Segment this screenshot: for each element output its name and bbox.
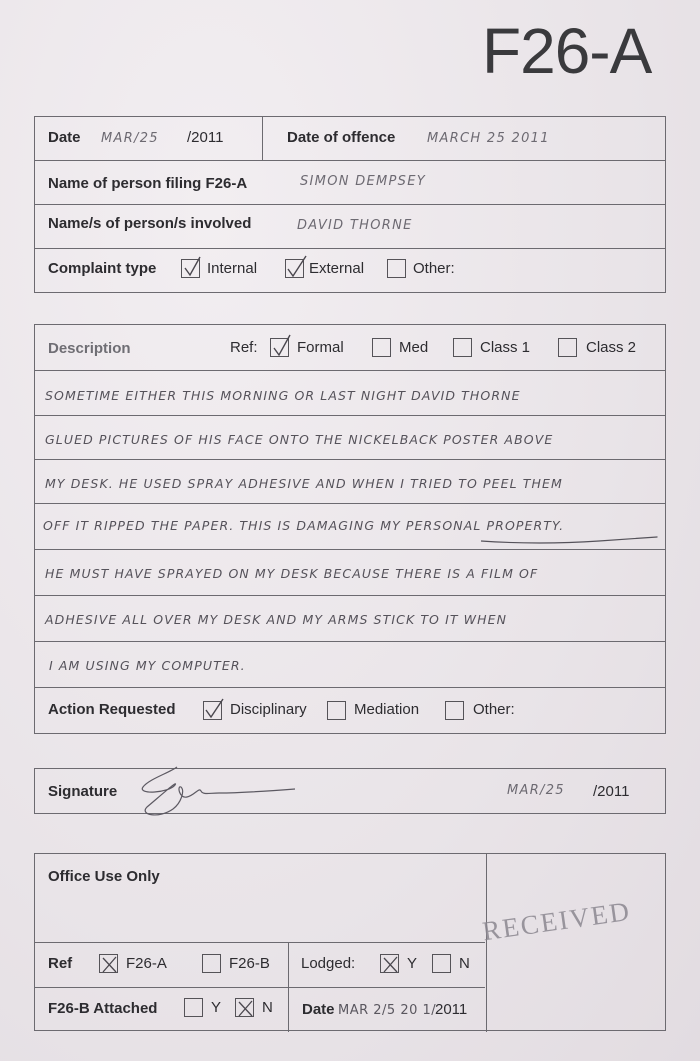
involved-label: Name/s of person/s involved xyxy=(48,215,252,232)
line-divider xyxy=(35,459,665,460)
description-section xyxy=(34,324,666,734)
complaint-external-label: External xyxy=(309,260,365,277)
description-line-6: ADHESIVE ALL OVER MY DESK AND MY ARMS STICK TO IT WHEN xyxy=(45,612,508,627)
lodged-label: Lodged: xyxy=(301,955,356,972)
complaint-other-checkbox[interactable] xyxy=(387,259,406,278)
description-line-5: HE MUST HAVE SPRAYED ON MY DESK BECAUSE THERE IS A FILM OF xyxy=(45,566,539,581)
header-divider xyxy=(262,117,263,160)
underline-mark xyxy=(479,531,659,551)
office-use-section xyxy=(34,853,666,1031)
complaint-type-label: Complaint type xyxy=(48,260,157,277)
lodged-n-label: N xyxy=(459,955,470,972)
check-icon xyxy=(284,254,308,280)
description-line-2: GLUED PICTURES OF HIS FACE ONTO THE NICKELBACK POSTER ABOVE xyxy=(45,432,554,447)
line-divider xyxy=(35,595,665,596)
attached-n-label: N xyxy=(262,999,273,1016)
offence-value: MARCH 25 2011 xyxy=(427,131,550,146)
lodged-y-checkbox[interactable] xyxy=(380,954,399,973)
description-line-4: OFF IT RIPPED THE PAPER. THIS IS DAMAGING MY PERSONAL PROPERTY. xyxy=(43,518,565,533)
action-disciplinary-checkbox[interactable] xyxy=(203,701,222,720)
description-line-3: MY DESK. HE USED SPRAY ADHESIVE AND WHEN I TRIED TO PEEL THEM xyxy=(45,476,563,491)
office-date-value: MAR 2/5 20 1/ xyxy=(338,1003,437,1018)
signature-year: /2011 xyxy=(593,783,630,800)
description-label: Description xyxy=(48,340,131,357)
office-ref-f26a-label: F26-A xyxy=(126,955,167,972)
action-mediation-label: Mediation xyxy=(354,701,420,718)
line-divider xyxy=(35,641,665,642)
cross-icon xyxy=(379,949,403,975)
office-cell-divider xyxy=(288,987,289,1032)
check-icon xyxy=(269,333,293,359)
office-cell-divider xyxy=(288,942,289,987)
line-divider xyxy=(35,415,665,416)
check-icon xyxy=(180,254,204,280)
cross-icon xyxy=(98,949,122,975)
signature-date: MAR/25 xyxy=(507,783,565,798)
ref-class1-checkbox[interactable] xyxy=(453,338,472,357)
date-value: MAR/25 xyxy=(101,131,159,146)
complaint-internal-label: Internal xyxy=(207,260,258,277)
involved-value: DAVID THORNE xyxy=(297,218,413,233)
lodged-y-label: Y xyxy=(407,955,418,972)
date-year: /2011 xyxy=(187,129,224,146)
offence-label: Date of offence xyxy=(287,129,396,146)
attached-y-label: Y xyxy=(211,999,222,1016)
office-ref-f26b-checkbox[interactable] xyxy=(202,954,221,973)
signature-section xyxy=(34,768,666,814)
row-divider xyxy=(35,248,665,249)
received-stamp: RECEIVED xyxy=(480,895,633,947)
attached-y-checkbox[interactable] xyxy=(184,998,203,1017)
attached-n-checkbox[interactable] xyxy=(235,998,254,1017)
office-date-year: 2011 xyxy=(435,1001,468,1018)
action-other-label: Other: xyxy=(473,701,515,718)
ref-label: Ref: xyxy=(230,339,258,356)
action-other-checkbox[interactable] xyxy=(445,701,464,720)
line-divider xyxy=(35,370,665,371)
office-use-title: Office Use Only xyxy=(48,868,160,885)
date-label: Date xyxy=(48,129,81,146)
ref-med-checkbox[interactable] xyxy=(372,338,391,357)
row-divider xyxy=(35,204,665,205)
action-mediation-checkbox[interactable] xyxy=(327,701,346,720)
lodged-n-checkbox[interactable] xyxy=(432,954,451,973)
row-divider xyxy=(35,160,665,161)
ref-class2-label: Class 2 xyxy=(586,339,637,356)
complaint-external-checkbox[interactable] xyxy=(285,259,304,278)
action-disciplinary-label: Disciplinary xyxy=(230,701,307,718)
signature-label: Signature xyxy=(48,783,118,800)
action-requested-label: Action Requested xyxy=(48,701,176,718)
check-icon xyxy=(202,696,226,722)
office-row-divider xyxy=(35,942,485,943)
line-divider xyxy=(35,503,665,504)
office-row-divider xyxy=(35,987,485,988)
ref-formal-checkbox[interactable] xyxy=(270,338,289,357)
ref-med-label: Med xyxy=(399,339,429,356)
form-code-title: F26-A xyxy=(482,15,652,87)
office-ref-f26b-label: F26-B xyxy=(229,955,270,972)
filer-value: SIMON DEMPSEY xyxy=(300,174,426,189)
signature-scribble xyxy=(129,763,299,823)
complaint-other-label: Other: xyxy=(413,260,455,277)
description-line-7: I AM USING MY COMPUTER. xyxy=(49,658,246,673)
complaint-internal-checkbox[interactable] xyxy=(181,259,200,278)
ref-class1-label: Class 1 xyxy=(480,339,531,356)
cross-icon xyxy=(234,993,258,1019)
office-ref-label: Ref xyxy=(48,955,73,972)
line-divider xyxy=(35,687,665,688)
ref-class2-checkbox[interactable] xyxy=(558,338,577,357)
filer-label: Name of person filing F26-A xyxy=(48,175,248,192)
office-ref-f26a-checkbox[interactable] xyxy=(99,954,118,973)
description-line-1: SOMETIME EITHER THIS MORNING OR LAST NIGHT DAVID THORNE xyxy=(45,388,521,403)
ref-formal-label: Formal xyxy=(297,339,344,356)
f26b-attached-label: F26-B Attached xyxy=(48,1000,158,1017)
header-section xyxy=(34,116,666,293)
office-date-label: Date xyxy=(302,1001,335,1018)
